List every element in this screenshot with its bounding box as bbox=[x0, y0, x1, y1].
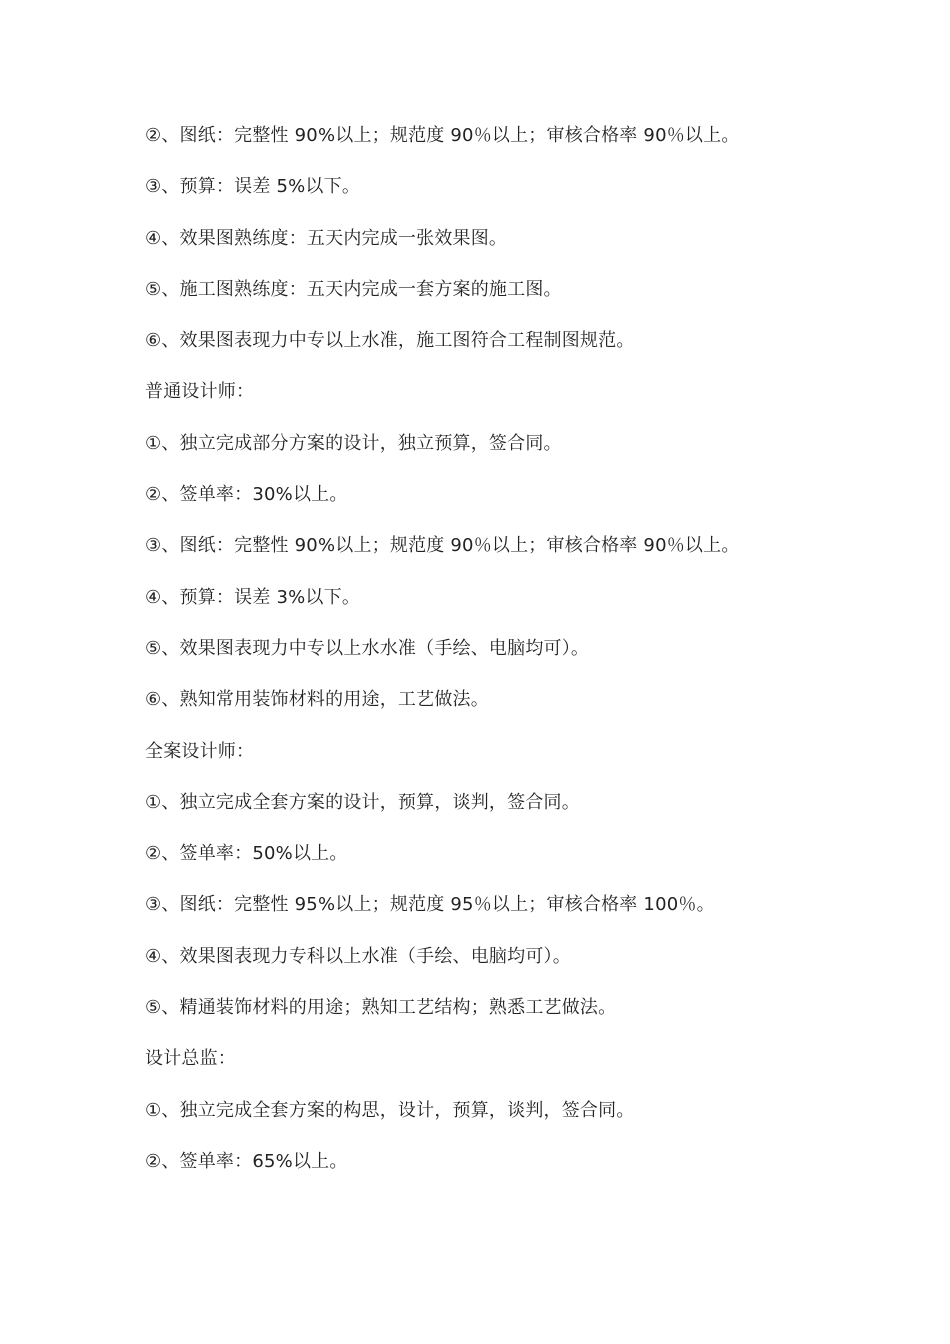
paragraph-line: ④、效果图表现力专科以上水准（手绘、电脑均可）。 bbox=[145, 945, 571, 967]
paragraph-line: ⑤、精通装饰材料的用途；熟知工艺结构；熟悉工艺做法。 bbox=[145, 997, 617, 1019]
paragraph-line: ④、效果图熟练度：五天内完成一张效果图。 bbox=[145, 227, 508, 249]
paragraph-line: ②、签单率：30%以上。 bbox=[145, 484, 348, 506]
paragraph-line: ①、独立完成全套方案的构思，设计，预算，谈判，签合同。 bbox=[145, 1099, 635, 1121]
section-heading: 普通设计师： bbox=[145, 381, 255, 403]
paragraph-line: ①、独立完成全套方案的设计，预算，谈判，签合同。 bbox=[145, 791, 580, 813]
paragraph-line: ①、独立完成部分方案的设计，独立预算，签合同。 bbox=[145, 432, 562, 454]
paragraph-line: ③、预算：误差 5%以下。 bbox=[145, 176, 361, 198]
paragraph-line: ⑥、熟知常用装饰材料的用途，工艺做法。 bbox=[145, 689, 489, 711]
paragraph-line: ④、预算：误差 3%以下。 bbox=[145, 586, 361, 608]
paragraph-line: ②、签单率：65%以上。 bbox=[145, 1150, 348, 1172]
section-heading: 设计总监： bbox=[145, 1048, 236, 1070]
paragraph-line: ⑥、效果图表现力中专以上水准，施工图符合工程制图规范。 bbox=[145, 330, 635, 352]
section-heading: 全案设计师： bbox=[145, 740, 255, 762]
paragraph-line: ②、签单率：50%以上。 bbox=[145, 843, 348, 865]
document-body bbox=[145, 120, 885, 1197]
paragraph-line: ②、图纸：完整性 90%以上；规范度 90％以上；审核合格率 90％以上。 bbox=[145, 125, 740, 146]
paragraph-line: ⑤、施工图熟练度：五天内完成一套方案的施工图。 bbox=[145, 278, 562, 300]
paragraph-line: ⑤、效果图表现力中专以上水水准（手绘、电脑均可）。 bbox=[145, 637, 590, 659]
paragraph-line: ③、图纸：完整性 95%以上；规范度 95％以上；审核合格率 100％。 bbox=[145, 894, 715, 916]
paragraph-line: ③、图纸：完整性 90%以上；规范度 90％以上；审核合格率 90％以上。 bbox=[145, 535, 740, 557]
